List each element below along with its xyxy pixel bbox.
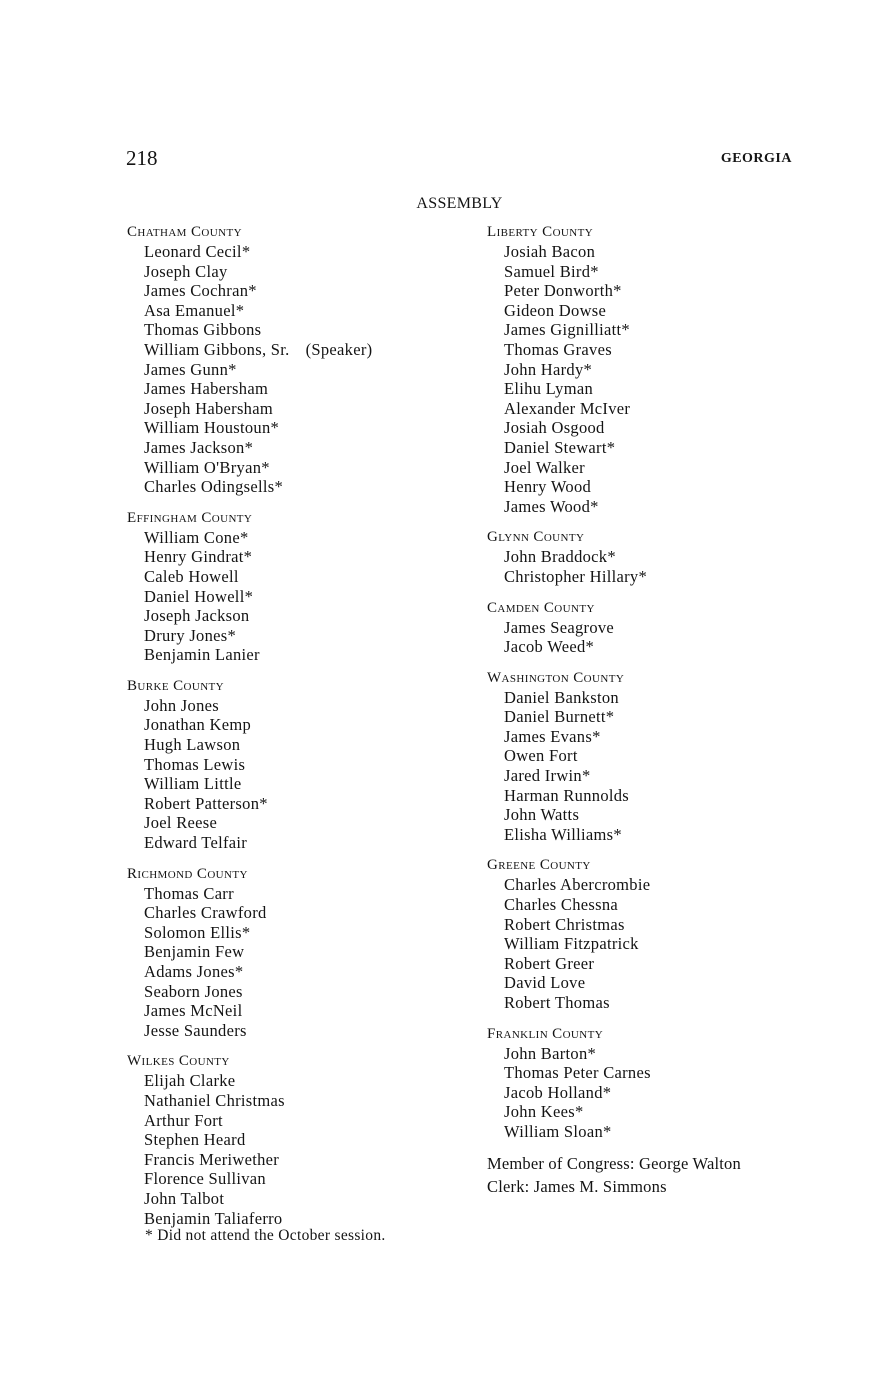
member-name: Robert Patterson* xyxy=(144,793,268,813)
member-name: Adams Jones* xyxy=(144,962,244,981)
county-heading: Wilkes County xyxy=(127,1053,230,1070)
county-heading: Richmond County xyxy=(127,865,248,882)
member-name: Caleb Howell xyxy=(144,566,239,586)
member-entry xyxy=(487,497,857,517)
member-name: Joseph Jackson xyxy=(144,606,250,626)
county-block xyxy=(487,223,857,516)
member-entry xyxy=(127,281,467,301)
member-name: Alexander McIver xyxy=(504,398,631,418)
additional-info xyxy=(487,1154,857,1197)
member-entry xyxy=(487,766,857,786)
member-name: James Gignilliatt* xyxy=(504,320,630,340)
member-name: Leonard Cecil* xyxy=(144,242,251,261)
member-list xyxy=(127,696,467,853)
member-name: John Talbot xyxy=(144,1188,225,1208)
member-name: Elihu Lyman xyxy=(504,379,593,399)
member-name: William Little xyxy=(144,774,242,794)
member-name: William O'Bryan* xyxy=(144,457,270,477)
member-list xyxy=(127,528,467,665)
member-name: Thomas Lewis xyxy=(144,754,246,774)
member-name: John Braddock* xyxy=(504,547,616,567)
member-entry xyxy=(487,993,857,1013)
member-name: Robert Thomas xyxy=(504,993,610,1012)
member-name: Charles Odingsells* xyxy=(144,477,284,497)
member-entry xyxy=(487,1122,857,1142)
member-entry xyxy=(487,418,857,438)
member-name: Nathaniel Christmas xyxy=(144,1090,285,1110)
member-name: Samuel Bird* xyxy=(504,261,599,281)
member-name: Benjamin Lanier xyxy=(144,645,260,665)
member-entry xyxy=(127,1091,467,1111)
member-name: James Wood* xyxy=(504,496,599,516)
member-name: Benjamin Taliaferro xyxy=(144,1208,283,1228)
member-entry xyxy=(487,340,857,360)
member-name: Elijah Clarke xyxy=(144,1071,236,1091)
member-entry xyxy=(487,301,857,321)
county-block xyxy=(487,1025,857,1142)
member-list xyxy=(127,1071,467,1228)
member-name: Thomas Carr xyxy=(144,883,234,903)
member-entry xyxy=(127,547,467,567)
member-entry xyxy=(127,320,467,340)
member-entry xyxy=(127,1021,467,1041)
member-entry xyxy=(487,875,857,895)
member-name: James Habersham xyxy=(144,379,269,399)
member-entry xyxy=(127,528,467,548)
member-entry xyxy=(127,438,467,458)
member-entry xyxy=(487,547,857,567)
member-entry xyxy=(487,637,857,657)
member-entry xyxy=(127,696,467,716)
member-entry xyxy=(127,813,467,833)
member-name: Jared Irwin* xyxy=(504,766,591,786)
member-entry xyxy=(127,301,467,321)
member-name: Charles Abercrombie xyxy=(504,875,651,895)
page-number: 218 xyxy=(126,146,158,170)
member-name: Henry Gindrat* xyxy=(144,547,253,567)
member-name: Harman Runnolds xyxy=(504,785,630,805)
member-entry xyxy=(127,942,467,962)
member-entry xyxy=(127,1130,467,1150)
member-name: Jonathan Kemp xyxy=(144,715,252,735)
member-list xyxy=(487,688,857,845)
member-name: Joel Reese xyxy=(144,813,218,833)
member-name: Seaborn Jones xyxy=(144,981,243,1001)
member-name: Robert Greer xyxy=(504,953,595,973)
county-heading: Franklin County xyxy=(487,1025,604,1042)
member-of-congress: Member of Congress: George Walton xyxy=(487,1153,741,1173)
member-name: Jacob Weed* xyxy=(504,637,595,657)
county-heading: Washington County xyxy=(487,669,625,686)
member-name: Daniel Burnett* xyxy=(504,707,615,727)
member-entry xyxy=(127,477,467,497)
county-heading: Greene County xyxy=(487,857,591,874)
member-name: Joseph Habersham xyxy=(144,398,273,418)
member-name: Josiah Bacon xyxy=(504,242,596,261)
member-entry xyxy=(127,1001,467,1021)
member-entry xyxy=(127,833,467,853)
member-entry xyxy=(487,746,857,766)
member-name: Daniel Bankston xyxy=(504,687,619,707)
member-name: William Sloan* xyxy=(504,1121,612,1141)
member-entry xyxy=(487,786,857,806)
member-entry xyxy=(127,1209,467,1229)
member-entry xyxy=(127,262,467,282)
county-block xyxy=(487,599,857,657)
member-name: Elisha Williams* xyxy=(504,824,622,844)
member-entry xyxy=(127,606,467,626)
member-name: James Seagrove xyxy=(504,617,615,637)
member-name: Thomas Gibbons xyxy=(144,320,262,340)
member-name: Edward Telfair xyxy=(144,833,248,853)
member-entry xyxy=(127,1169,467,1189)
member-name: James McNeil xyxy=(144,1001,243,1021)
member-name: Drury Jones* xyxy=(144,625,237,645)
member-entry xyxy=(487,1102,857,1122)
member-entry xyxy=(487,727,857,747)
county-block xyxy=(487,528,857,586)
member-name: John Watts xyxy=(504,805,580,825)
member-list xyxy=(487,1044,857,1142)
member-entry xyxy=(127,755,467,775)
county-heading: Effingham County xyxy=(127,509,253,526)
county-block xyxy=(487,856,857,1012)
member-entry xyxy=(127,587,467,607)
member-entry xyxy=(127,645,467,665)
member-entry xyxy=(487,438,857,458)
member-name: Charles Chessna xyxy=(504,895,619,915)
running-head: GEORGIA xyxy=(720,151,792,166)
county-block xyxy=(487,669,857,845)
member-entry xyxy=(487,399,857,419)
county-heading: Glynn County xyxy=(487,529,585,546)
member-entry xyxy=(127,379,467,399)
county-block xyxy=(127,223,467,497)
member-list xyxy=(487,875,857,1012)
member-entry xyxy=(127,982,467,1002)
member-entry xyxy=(127,399,467,419)
member-entry xyxy=(127,418,467,438)
county-block xyxy=(127,677,467,853)
member-name: William Fitzpatrick xyxy=(504,934,639,954)
county-heading: Chatham County xyxy=(127,224,242,240)
member-name: James Jackson* xyxy=(144,437,254,457)
member-name: Jesse Saunders xyxy=(144,1020,247,1040)
left-column xyxy=(127,223,467,1240)
member-entry xyxy=(127,962,467,982)
member-name: Gideon Dowse xyxy=(504,300,607,320)
member-entry xyxy=(487,915,857,935)
member-name: Daniel Stewart* xyxy=(504,437,616,457)
member-entry xyxy=(487,825,857,845)
member-entry xyxy=(127,774,467,794)
member-entry xyxy=(127,340,467,360)
member-entry xyxy=(487,934,857,954)
county-block xyxy=(127,509,467,665)
member-entry xyxy=(127,1071,467,1091)
member-name: Owen Fort xyxy=(504,746,578,766)
member-name: Joseph Clay xyxy=(144,261,228,281)
member-list xyxy=(487,618,857,657)
member-name: Asa Emanuel* xyxy=(144,300,245,320)
member-entry xyxy=(127,626,467,646)
member-list xyxy=(127,884,467,1041)
member-entry xyxy=(127,242,467,262)
member-name: Arthur Fort xyxy=(144,1110,223,1130)
member-list xyxy=(127,242,467,497)
county-block xyxy=(127,1052,467,1228)
member-entry xyxy=(127,1150,467,1170)
member-name: William Houstoun* xyxy=(144,418,280,438)
member-name: John Barton* xyxy=(504,1043,597,1063)
member-name: William Cone* xyxy=(144,527,249,547)
member-entry xyxy=(487,281,857,301)
member-name: Florence Sullivan xyxy=(144,1169,266,1189)
member-name: Peter Donworth* xyxy=(504,281,622,301)
member-entry xyxy=(487,973,857,993)
county-heading: Burke County xyxy=(127,677,224,694)
footnote: * Did not attend the October session. xyxy=(145,1227,386,1244)
member-entry xyxy=(487,805,857,825)
member-entry xyxy=(127,923,467,943)
member-entry xyxy=(127,735,467,755)
member-name: John Kees* xyxy=(504,1102,584,1122)
member-name: Jacob Holland* xyxy=(504,1082,612,1102)
member-entry xyxy=(127,360,467,380)
member-list xyxy=(487,547,857,586)
clerk: Clerk: James M. Simmons xyxy=(487,1177,667,1197)
section-title: ASSEMBLY xyxy=(416,195,503,212)
member-entry xyxy=(487,567,857,587)
county-heading: Liberty County xyxy=(487,224,594,240)
member-entry xyxy=(487,954,857,974)
member-name: Francis Meriwether xyxy=(144,1149,280,1169)
member-entry xyxy=(127,715,467,735)
member-entry xyxy=(127,1189,467,1209)
member-entry xyxy=(487,262,857,282)
member-note: (Speaker) xyxy=(305,339,373,359)
county-heading: Camden County xyxy=(487,599,595,616)
member-name: James Evans* xyxy=(504,726,601,746)
member-name: William Gibbons, Sr. xyxy=(144,339,290,359)
member-name: Stephen Heard xyxy=(144,1130,246,1150)
member-name: Charles Crawford xyxy=(144,903,267,923)
member-entry xyxy=(127,458,467,478)
member-name: Robert Christmas xyxy=(504,914,625,934)
member-entry xyxy=(487,1044,857,1064)
member-entry xyxy=(127,903,467,923)
member-name: James Gunn* xyxy=(144,359,237,379)
member-name: John Hardy* xyxy=(504,359,593,379)
county-block xyxy=(127,865,467,1041)
member-name: John Jones xyxy=(144,695,219,715)
member-name: Thomas Peter Carnes xyxy=(504,1063,651,1083)
member-entry xyxy=(487,618,857,638)
member-entry xyxy=(127,884,467,904)
member-name: Thomas Graves xyxy=(504,339,612,359)
member-name: David Love xyxy=(504,973,586,993)
member-entry xyxy=(487,477,857,497)
member-name: Christopher Hillary* xyxy=(504,566,648,586)
member-entry xyxy=(487,688,857,708)
right-column xyxy=(487,223,857,1197)
member-entry xyxy=(487,895,857,915)
member-entry xyxy=(487,379,857,399)
member-entry xyxy=(127,794,467,814)
member-name: Solomon Ellis* xyxy=(144,922,251,942)
member-name: Daniel Howell* xyxy=(144,586,254,606)
member-entry xyxy=(487,458,857,478)
member-entry xyxy=(487,242,857,262)
member-name: Benjamin Few xyxy=(144,942,245,962)
right-column-counties xyxy=(487,223,857,1142)
member-name: James Cochran* xyxy=(144,281,257,301)
member-name: Henry Wood xyxy=(504,477,592,497)
member-entry xyxy=(487,360,857,380)
member-entry xyxy=(487,1063,857,1083)
member-list xyxy=(487,242,857,516)
member-name: Joel Walker xyxy=(504,457,585,477)
member-entry xyxy=(487,320,857,340)
member-name: Josiah Osgood xyxy=(504,418,605,438)
member-name: Hugh Lawson xyxy=(144,735,241,755)
member-entry xyxy=(127,1111,467,1131)
member-entry xyxy=(127,567,467,587)
member-entry xyxy=(487,1083,857,1103)
member-entry xyxy=(487,707,857,727)
